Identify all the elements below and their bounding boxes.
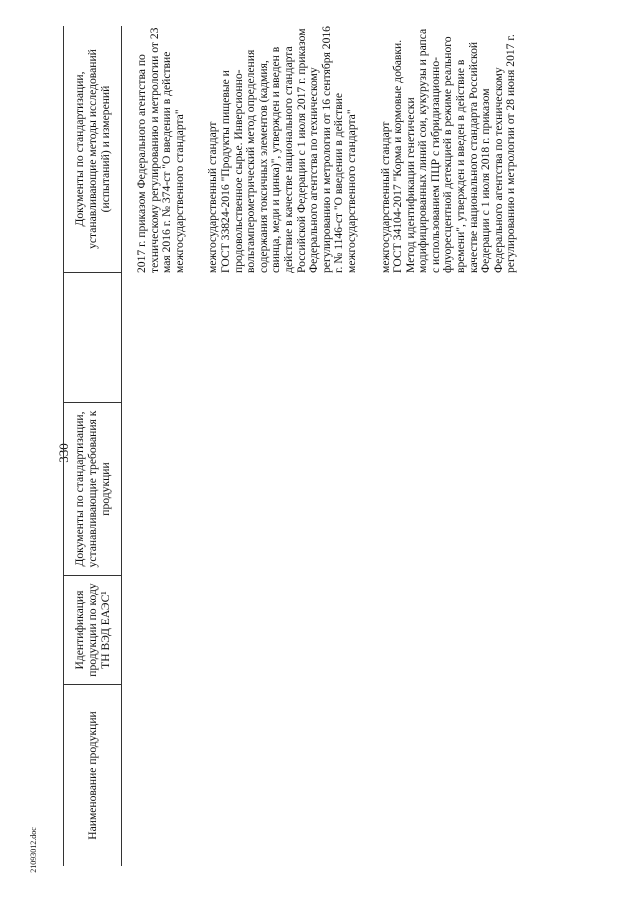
header-product-name: Наименование продукции — [86, 711, 99, 840]
header-tn-ved-code: Идентификация продукции по коду ТН ВЭД ЕАЭС¹ — [64, 576, 121, 685]
method-document-entry: 2017 г. приказом Федерального агентства по техническому регулированию и метрологии от 23 мая 2016 г. № 374-ст "О введении в действие межгосударственного стандарта" — [135, 27, 186, 273]
method-document-entry: межгосударственный стандарт ГОСТ 34104-2017 "Корма и кормовые добавки. Метод идентификации генетически модифицированных линий сои, кукурузы и рапса с использованием ПЦР с гибридизационно-флуоресцентной детекцией в режиме реального времени", утвержден и введен в действие в качестве национального стандарта Российской Федерации с 1 июля 2018 г. приказом Федерального агентства по техническому регулированию и метрологии от 28 июня 2017 г. — [378, 28, 518, 273]
page-number: 330 — [56, 443, 71, 463]
method-documents-cell — [136, 26, 518, 273]
standards-table — [63, 26, 583, 866]
document-code: 21093012.doc — [29, 827, 38, 873]
method-document-entry: межгосударственный стандарт ГОСТ 33824-2016 "Продукты пищевые и продовольственное сырье. Инверсионно-вольтамперометрический метод определения содержания токсичных элементов (кадмия, свинца, меди и цинка)", утвержден и введен в действие в качестве национального стандарта Российской Федерации с 1 июля 2017 г. приказом Федерального агентства по техническому регулированию и метрологии от 16 сентября 2016 г. № 1146-ст "О введении в действие межгосударственного стандарта" — [206, 26, 358, 273]
table-header-row — [63, 26, 122, 866]
header-method-documents: Документы по стандартизации, устанавливающие методы исследований (испытаний) и измерений — [64, 26, 121, 273]
header-requirement-documents: Документы по стандартизации, устанавливающие требования к продукции — [64, 403, 121, 576]
header-empty-column — [64, 273, 121, 403]
